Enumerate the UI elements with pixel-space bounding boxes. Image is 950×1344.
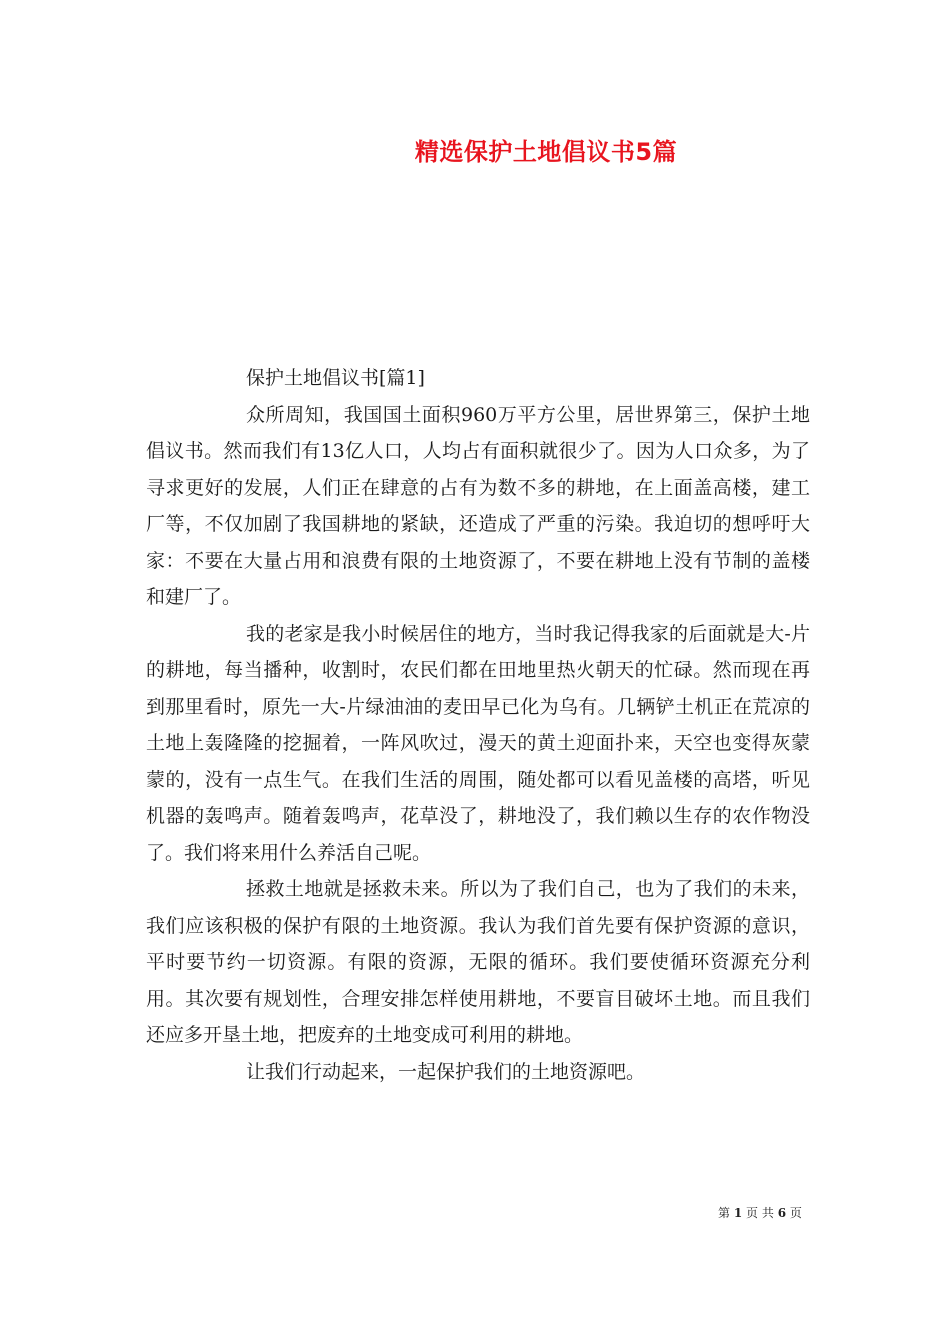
total-pages-number: 6 [777, 1206, 787, 1220]
paragraph-2: 我的老家是我小时候居住的地方，当时我记得我家的后面就是大-片的耕地，每当播种，收割时，农民们都在田地里热火朝天的忙碌。然而现在再到那里看时，原先一大-片绿油油的麦田早已化为乌有。几辆铲土机正在荒凉的土地上轰隆隆的挖掘着，一阵风吹过，漫天的黄土迎面扑来，天空也变得灰蒙蒙的，没有一点生气。在我们生活的周围，随处都可以看见盖楼的高塔，听见机器的轰鸣声。随着轰鸣声，花草没了，耕地没了，我们赖以生存的农作物没了。我们将来用什么养活自己呢。 [146, 622, 810, 864]
page-footer [718, 1204, 802, 1221]
section-heading: 保护土地倡议书[篇1] [246, 367, 425, 389]
document-body [146, 360, 810, 1090]
current-page-number: 1 [733, 1206, 743, 1220]
paragraph-4: 让我们行动起来，一起保护我们的土地资源吧。 [246, 1060, 646, 1083]
paragraph-3: 拯救土地就是拯救未来。所以为了我们自己，也为了我们的未来，我们应该积极的保护有限的土地资源。我认为我们首先要有保护资源的意识，平时要节约一切资源。有限的资源，无限的循环。我们要使循环资源充分利用。其次要有规划性，合理安排怎样使用耕地，不要盲目破坏土地。而且我们还应多开垦土地，把废弃的土地变成可利用的耕地。 [146, 878, 810, 1046]
footer-middle: 页 共 [746, 1206, 774, 1220]
footer-prefix: 第 [718, 1206, 731, 1220]
footer-suffix: 页 [789, 1206, 802, 1220]
paragraph-1: 众所周知，我国国土面积960万平方公里，居世界第三，保护土地倡议书。然而我们有13亿人口，人均占有面积就很少了。因为人口众多，为了寻求更好的发展，人们正在肆意的占有为数不多的耕地，在上面盖高楼，建工厂等，不仅加剧了我国耕地的紧缺，还造成了严重的污染。我迫切的想呼吁大家：不要在大量占用和浪费有限的土地资源了，不要在耕地上没有节制的盖楼和建厂了。 [146, 403, 810, 608]
document-title: 精选保护土地倡议书5篇 [414, 138, 678, 166]
